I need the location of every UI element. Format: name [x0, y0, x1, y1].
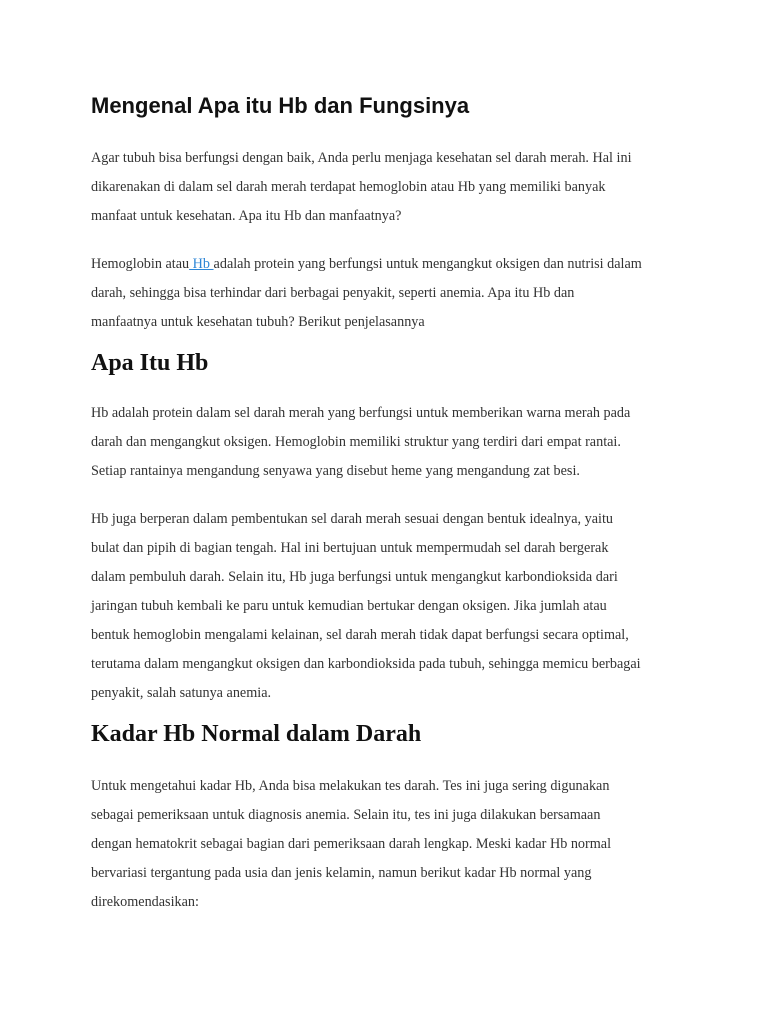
paragraph-text: Hemoglobin atau [91, 256, 190, 272]
paragraph-line: darah, sehingga bisa terhindar dari berbagai penyakit, seperti anemia. Apa itu Hb dan [91, 285, 575, 301]
paragraph-line: dikarenakan di dalam sel darah merah terdapat hemoglobin atau Hb yang memiliki banyak [91, 179, 606, 195]
paragraph-line: sebagai pemeriksaan untuk diagnosis anemia. Selain itu, tes ini juga dilakukan bersamaan [91, 807, 601, 823]
paragraph-line: dalam pembuluh darah. Selain itu, Hb juga berfungsi untuk mengangkut karbondioksida dari [91, 569, 618, 585]
paragraph-line: penyakit, salah satunya anemia. [91, 685, 272, 701]
paragraph-line: Hb adalah protein dalam sel darah merah yang berfungsi untuk memberikan warna merah pada [91, 405, 631, 421]
paragraph-line: terutama dalam mengangkut oksigen dan karbondioksida pada tubuh, sehingga memicu berbagai [91, 656, 641, 672]
paragraph-line: direkomendasikan: [91, 894, 199, 910]
paragraph-line: dengan hematokrit sebagai bagian dari pemeriksaan darah lengkap. Meski kadar Hb normal [91, 836, 612, 852]
article-title: Mengenal Apa itu Hb dan Fungsinya [91, 93, 470, 118]
section-heading-apa-itu-hb: Apa Itu Hb [91, 350, 209, 376]
intro-paragraph [91, 144, 691, 231]
paragraph-line: Agar tubuh bisa berfungsi dengan baik, Anda perlu menjaga kesehatan sel darah merah. Hal ini [91, 150, 632, 166]
paragraph-line: Untuk mengetahui kadar Hb, Anda bisa melakukan tes darah. Tes ini juga sering digunakan [91, 778, 610, 794]
paragraph-line: darah dan mengangkut oksigen. Hemoglobin memiliki struktur yang terdiri dari empat rantai. [91, 434, 621, 450]
paragraph-line: manfaatnya untuk kesehatan tubuh? Berikut penjelasannya [91, 314, 425, 330]
paragraph-line: bervariasi tergantung pada usia dan jenis kelamin, namun berikut kadar Hb normal yang [91, 865, 592, 881]
paragraph-line: Setiap rantainya mengandung senyawa yang disebut heme yang mengandung zat besi. [91, 463, 580, 479]
section-heading-kadar-hb: Kadar Hb Normal dalam Darah [91, 721, 422, 747]
paragraph-line: jaringan tubuh kembali ke paru untuk kemudian bertukar dengan oksigen. Jika jumlah atau [91, 598, 607, 614]
hemoglobin-paragraph [91, 250, 691, 337]
paragraph-text: adalah protein yang berfungsi untuk mengangkut oksigen dan nutrisi dalam [213, 256, 642, 272]
paragraph-line: manfaat untuk kesehatan. Apa itu Hb dan manfaatnya? [91, 208, 402, 224]
section1-paragraph-2 [91, 505, 691, 708]
paragraph-line: Hb juga berperan dalam pembentukan sel darah merah sesuai dengan bentuk idealnya, yaitu [91, 511, 613, 527]
paragraph-line: bentuk hemoglobin mengalami kelainan, sel darah merah tidak dapat berfungsi secara optimal, [91, 627, 629, 643]
section1-paragraph-1 [91, 399, 691, 486]
section2-paragraph-1 [91, 772, 691, 917]
hb-link[interactable]: Hb [189, 256, 214, 272]
paragraph-line: bulat dan pipih di bagian tengah. Hal ini bertujuan untuk mempermudah sel darah bergerak [91, 540, 609, 556]
